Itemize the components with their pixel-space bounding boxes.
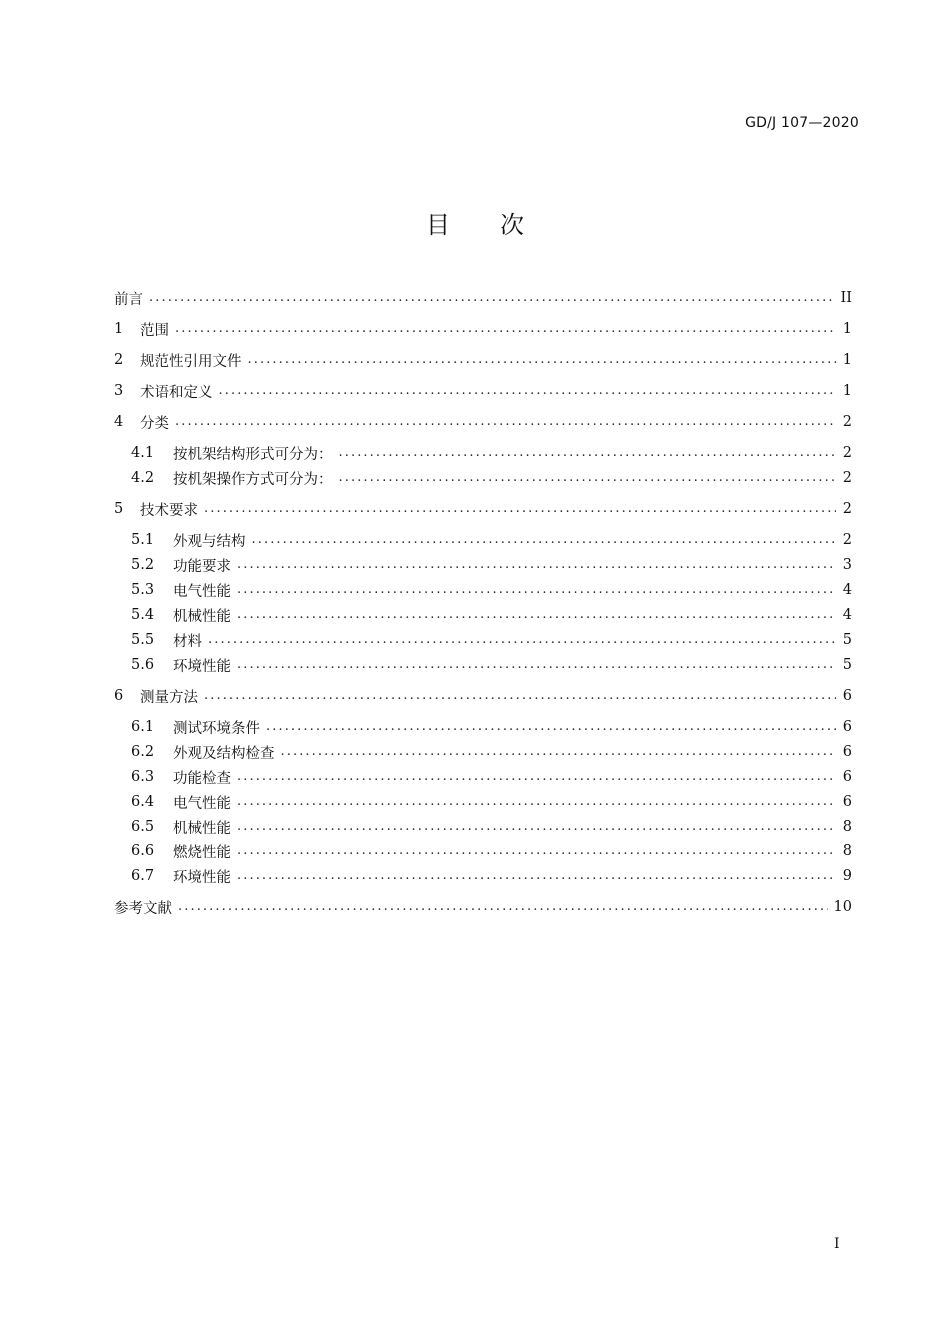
toc-entry-page: 8: [842, 843, 852, 859]
page-title: 目次: [426, 211, 574, 239]
toc-leader-dots: [175, 411, 836, 433]
toc-entry[interactable]: [114, 896, 852, 918]
toc-entry[interactable]: [114, 498, 852, 520]
toc-entry-label: 功能要求: [173, 558, 231, 575]
toc-leader-dots: [208, 629, 836, 651]
toc-leader-dots: [237, 579, 836, 601]
toc-leader-dots: [237, 654, 836, 676]
toc-entry-label: 材料: [173, 633, 202, 650]
toc-entry-label: 电气性能: [173, 795, 231, 812]
toc-leader-dots: [178, 896, 828, 918]
toc-entry-number: 6.2: [131, 744, 155, 760]
toc-leader-dots: [175, 318, 836, 340]
toc-entry-page: 6: [842, 794, 852, 810]
toc-entry-label: 环境性能: [173, 869, 231, 886]
toc-entry-page: 4: [842, 607, 852, 623]
toc-entry-page: 6: [842, 769, 852, 785]
toc-entry-number: 5.5: [131, 632, 155, 648]
toc-leader-dots: [237, 791, 836, 813]
toc-entry-number: 4.2: [131, 470, 155, 486]
toc-entry-page: 1: [842, 383, 852, 399]
page-number: I: [834, 1236, 840, 1252]
toc-entry-page: 2: [842, 532, 852, 548]
toc-entry-page: 1: [842, 321, 852, 337]
toc-entry-label: 分类: [140, 415, 169, 432]
toc-entry-page: 5: [842, 657, 852, 673]
toc-entry-label: 按机架结构形式可分为：: [173, 446, 333, 463]
toc-entry-page: 10: [833, 899, 852, 915]
toc-entry-page: II: [840, 290, 852, 306]
toc-leader-dots: [204, 498, 836, 520]
toc-entry-label: 功能检查: [173, 770, 231, 787]
toc-entry-label: 燃烧性能: [173, 844, 231, 861]
toc-subentry[interactable]: [131, 865, 852, 887]
toc-entry-label: 按机架操作方式可分为：: [173, 471, 333, 488]
toc-entry-page: 1: [842, 352, 852, 368]
toc-entry-page: 3: [842, 557, 852, 573]
toc-entry-page: 9: [842, 868, 852, 884]
toc-entry[interactable]: [114, 685, 852, 707]
toc-subentry[interactable]: [131, 604, 852, 626]
toc-leader-dots: [237, 840, 836, 862]
toc-leader-dots: [237, 766, 836, 788]
toc-subentry[interactable]: [131, 840, 852, 862]
toc-leader-dots: [237, 865, 836, 887]
toc-subentry[interactable]: [131, 791, 852, 813]
toc-entry-label: 外观及结构检查: [173, 745, 275, 762]
toc-entry-number: 4.1: [131, 445, 155, 461]
toc-leader-dots: [266, 716, 836, 738]
toc-subentry[interactable]: [131, 741, 852, 763]
toc-entry-page: 2: [842, 414, 852, 430]
toc-leader-dots: [237, 554, 836, 576]
toc-entry-number: 6: [114, 688, 124, 704]
toc-entry-page: 2: [842, 501, 852, 517]
toc-entry-label: 环境性能: [173, 658, 231, 675]
toc-entry-number: 3: [114, 383, 124, 399]
toc-entry-page: 6: [842, 744, 852, 760]
toc-entry[interactable]: [114, 349, 852, 371]
toc-leader-dots: [248, 349, 837, 371]
toc-entry-number: 6.4: [131, 794, 155, 810]
toc-entry-page: 5: [842, 632, 852, 648]
toc-entry-number: 6.7: [131, 868, 155, 884]
toc-subentry[interactable]: [131, 554, 852, 576]
toc-entry-number: 5.1: [131, 532, 155, 548]
toc-leader-dots: [219, 380, 837, 402]
toc-entry-label: 电气性能: [173, 583, 231, 600]
toc-entry-number: 5.2: [131, 557, 155, 573]
toc-entry-number: 2: [114, 352, 124, 368]
toc-subentry[interactable]: [131, 816, 852, 838]
toc-entry-page: 6: [842, 688, 852, 704]
toc-leader-dots: [339, 467, 837, 489]
toc-entry-page: 4: [842, 582, 852, 598]
toc-leader-dots: [252, 529, 837, 551]
toc-entry-page: 8: [842, 819, 852, 835]
toc-entry-label: 测量方法: [140, 689, 198, 706]
toc-entry-label: 参考文献: [114, 900, 172, 917]
toc-leader-dots: [237, 816, 836, 838]
toc-entry-label: 机械性能: [173, 608, 231, 625]
toc-entry-number: 1: [114, 321, 124, 337]
toc-entry-number: 4: [114, 414, 124, 430]
toc-entry-page: 6: [842, 719, 852, 735]
toc-subentry[interactable]: [131, 629, 852, 651]
toc-leader-dots: [149, 287, 835, 309]
document-code: GD/J 107—2020: [745, 115, 859, 131]
toc-entry-label: 前言: [114, 291, 143, 308]
toc-leader-dots: [237, 604, 836, 626]
toc-entry-number: 5.3: [131, 582, 155, 598]
toc-entry-label: 范围: [140, 322, 169, 339]
toc-entry-page: 2: [842, 445, 852, 461]
toc-entry[interactable]: [114, 318, 852, 340]
toc-entry[interactable]: [114, 287, 852, 309]
toc-entry-number: 5: [114, 501, 124, 517]
toc-entry-number: 6.1: [131, 719, 155, 735]
toc-entry-number: 6.6: [131, 843, 155, 859]
toc-subentry[interactable]: [131, 716, 852, 738]
toc-entry-label: 规范性引用文件: [140, 353, 242, 370]
toc-entry-label: 术语和定义: [140, 384, 213, 401]
toc-entry-label: 测试环境条件: [173, 720, 260, 737]
toc-subentry[interactable]: [131, 529, 852, 551]
toc-leader-dots: [339, 442, 837, 464]
toc-subentry[interactable]: [131, 579, 852, 601]
toc-entry-label: 机械性能: [173, 820, 231, 837]
toc-leader-dots: [281, 741, 837, 763]
toc-entry[interactable]: [114, 411, 852, 433]
toc-subentry[interactable]: [131, 442, 852, 464]
toc-entry-number: 5.4: [131, 607, 155, 623]
toc-entry-label: 技术要求: [140, 502, 198, 519]
toc-subentry[interactable]: [131, 467, 852, 489]
toc-subentry[interactable]: [131, 654, 852, 676]
toc-entry-number: 6.3: [131, 769, 155, 785]
toc-entry-label: 外观与结构: [173, 533, 246, 550]
toc-entry-number: 6.5: [131, 819, 155, 835]
toc-subentry[interactable]: [131, 766, 852, 788]
toc-entry-page: 2: [842, 470, 852, 486]
toc-entry[interactable]: [114, 380, 852, 402]
toc-leader-dots: [204, 685, 836, 707]
toc-entry-number: 5.6: [131, 657, 155, 673]
